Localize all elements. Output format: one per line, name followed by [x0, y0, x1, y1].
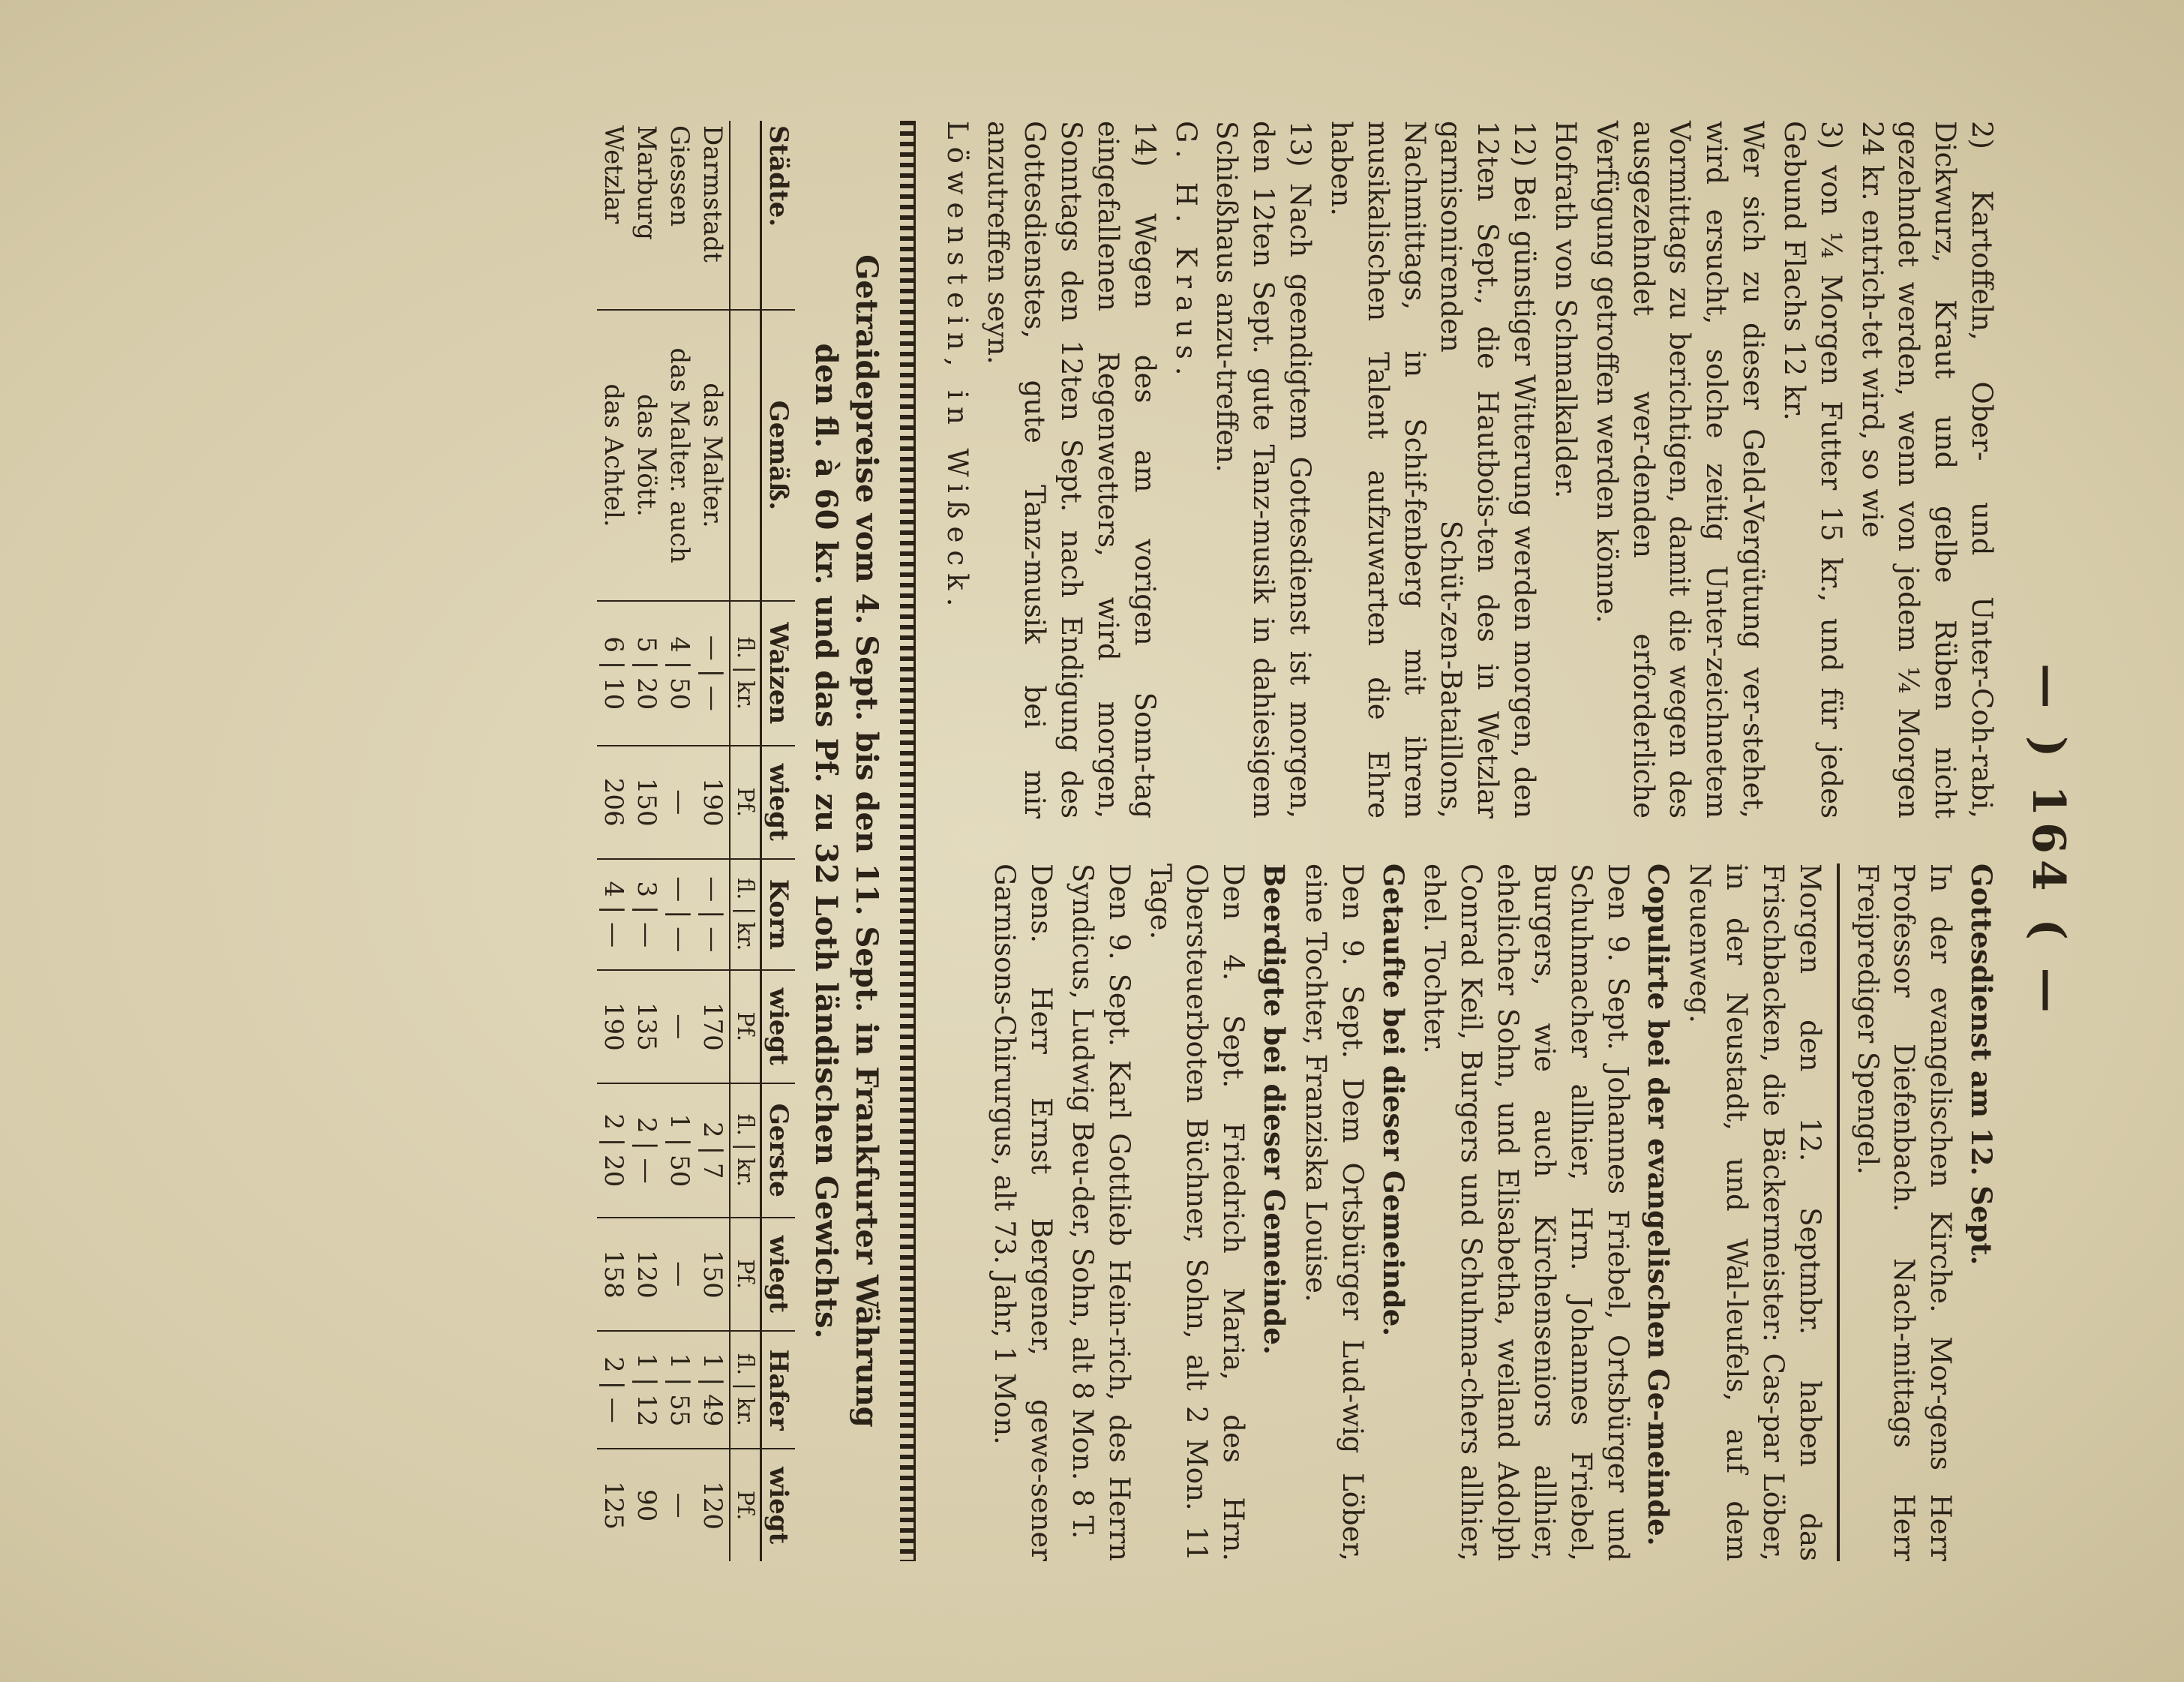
table-cell: 1 | 49: [696, 1331, 730, 1449]
heading-beerdigte: Beerdigte bei dieser Gemeinde.: [1258, 864, 1292, 1355]
table-cell: das Malter. auch: [663, 310, 696, 601]
table-cell: 1 | 55: [663, 1331, 696, 1449]
table-cell: —: [663, 970, 696, 1083]
right-column: [934, 864, 2000, 1561]
table-cell: 150: [630, 746, 663, 859]
column-header: Städte.: [760, 121, 795, 310]
unit-header: fl. | kr.: [730, 859, 761, 970]
table-cell: 190: [597, 970, 630, 1083]
table-cell: 2 | 20: [597, 1083, 630, 1218]
table-cell: Giessen: [664, 125, 694, 227]
unit-header: [730, 310, 761, 601]
notice-item-14: 14) Wegen des am vorigen Sonn-tag eingefallenen Regenwetters, wird morgen, Sonntags den 12ten Sept. nach Endigung des Gottesdienstes, gute Tanz-musik bei mir anzutreffen seyn.: [982, 121, 1161, 818]
table-cell: 120: [630, 1218, 663, 1331]
table-cell: 4 | 50: [663, 601, 696, 746]
table-cell: — | —: [663, 859, 696, 970]
ornamental-divider: [900, 121, 916, 1561]
table-cell: —: [663, 1449, 696, 1561]
notice-item-13: 13) Nach geendigtem Gottesdienst ist morgen, den 12ten Sept. gute Tanz-musik in dahiesigem Schießhaus anzu-treffen.: [1210, 121, 1317, 818]
signature-loewenstein: Löwenstein, in Wißeck.: [940, 121, 974, 614]
unit-header: fl. | kr.: [730, 1083, 761, 1218]
table-cell: 1 | 50: [663, 1083, 696, 1218]
burial-entry-3: Dens. Herr Ernst Bergener, gewe-sener Garnisons-Chirurgus, alt 73. Jahr, 1 Mon.: [988, 864, 1058, 1561]
burial-entry-1: Den 4. Sept. Friedrich Maria, des Hrn. Obersteuerboten Büchner, Sohn, alt 2 Mon. 11 Tage.: [1144, 864, 1250, 1561]
table-cell: das Achtel.: [597, 310, 630, 601]
table-body: [597, 121, 730, 1561]
unit-header: Pf.: [730, 970, 761, 1083]
table-cell: Marburg: [631, 125, 662, 241]
table-cell: 135: [630, 970, 663, 1083]
table-cell: 170: [696, 970, 730, 1083]
table-cell: 4 | —: [597, 859, 630, 970]
column-header: Hafer: [760, 1331, 795, 1449]
table-cell: 5 | 20: [630, 601, 663, 746]
table-cell: das Mött.: [630, 310, 663, 601]
table-cell: 190: [696, 746, 730, 859]
unit-header: Pf.: [730, 746, 761, 859]
table-cell: — | —: [696, 601, 730, 746]
table-cell: 125: [597, 1449, 630, 1561]
column-header: Korn: [760, 859, 795, 970]
page-number-header: — ) 164 ( —: [2022, 663, 2074, 1019]
grain-prices-table: [597, 121, 795, 1561]
table-cell: 2 | —: [597, 1331, 630, 1449]
bakers-notice: Morgen den 12. Septmbr. haben das Frischbacken, die Bäckermeister: Cas-par Löber, in der Neustadt, und Wal-leufels, auf dem Neuenweg.: [1684, 864, 1826, 1561]
notice-item-12: 12) Bei günstiger Witterung werden morgen, den 12ten Sept., die Hautbois-ten des in Wetzlar garnisonirenden Schüt-zen-Bataillons, Nachmittags, in Schif-fenberg mit ihrem musikalischen Talent aufzuwarten die Ehre haben.: [1324, 121, 1541, 818]
left-column: [934, 121, 2000, 818]
table-cell: —: [663, 1218, 696, 1331]
column-header: Gerste: [760, 1083, 795, 1218]
signature-schmalkalder: Hofrath von Schmalkalder.: [1549, 121, 1582, 499]
heading-copulirte: Copulirte bei der evangelischen Ge-meinde.: [1642, 864, 1676, 1546]
table-row: [630, 121, 663, 1561]
table-row: [696, 121, 730, 1561]
baptism-entry: Den 9. Sept. Dem Ortsbürger Lud-wig Löber, eine Tochter, Franziska Louise.: [1299, 864, 1369, 1561]
heading-gottesdienst: Gottesdienst am 12. Sept.: [1965, 864, 1998, 1266]
column-header: Gemäß.: [760, 310, 795, 601]
table-cell: Wetzlar: [598, 125, 628, 224]
table-cell: 3 | —: [630, 859, 663, 970]
text-columns: [934, 121, 2000, 1561]
table-cell: — | —: [696, 859, 730, 970]
divider: [1837, 864, 1840, 1561]
unit-header: Pf.: [730, 1449, 761, 1561]
notice-item-3: 3) von ¼ Morgen Futter 15 kr., und für jedes Gebund Flachs 12 kr.: [1778, 121, 1847, 818]
table-cell: 1 | 12: [630, 1331, 663, 1449]
notice-text: Wer sich zu dieser Geld-Vergütung ver-stehet, wird ersucht, solche zeitig Unter-zeichnetem Vormittags zu berichtigen, damit die wegen des ausgezehndet wer-denden erforderliche Verfügung getroffen werden könne.: [1590, 121, 1770, 818]
table-cell: —: [663, 746, 696, 859]
table-row: [597, 121, 630, 1561]
notice-item-2: 2) Kartoffeln, Ober- und Unter-Coh-rabi, Dickwurz, Kraut und gelbe Rüben nicht gezehndet werden, wenn von jedem ¼ Morgen 24 kr. entrich-tet wird, so wie: [1856, 121, 1998, 818]
column-header: wiegt: [760, 1449, 795, 1561]
table-cell: 158: [597, 1218, 630, 1331]
table-cell: 90: [630, 1449, 663, 1561]
table-cell: Darmstadt: [697, 125, 728, 263]
grain-prices-title-line-2: den fl. à 60 kr. und das Pf. zu 32 Loth ländischen Gewichts.: [808, 343, 844, 1339]
column-header: wiegt: [760, 1218, 795, 1331]
rotated-printed-sheet: [80, 76, 2104, 1606]
table-cell: 150: [696, 1218, 730, 1331]
grain-prices-title: [806, 121, 886, 1561]
grain-prices-title-line-1: Getraidepreise vom 4. Sept. bis den 11. Sept. in Frankfurter Währung: [848, 254, 884, 1428]
column-header: Waizen: [760, 601, 795, 746]
signature-kraus: G. H. Kraus.: [1169, 121, 1202, 383]
table-cell: das Malter.: [696, 310, 730, 601]
table-unit-row: [730, 121, 761, 1561]
unit-header: fl. | kr.: [730, 601, 761, 746]
table-cell: 6 | 10: [597, 601, 630, 746]
heading-getaufte: Getaufte bei dieser Gemeinde.: [1376, 864, 1410, 1337]
column-header: wiegt: [760, 970, 795, 1083]
table-cell: 2 | 7: [696, 1083, 730, 1218]
unit-header: Pf.: [730, 1218, 761, 1331]
unit-header: fl. | kr.: [730, 1331, 761, 1449]
church-service-text: In der evangelischen Kirche. Mor-gens Herr Professor Diefenbach. Nach-mittags Herr Freiprediger Spengel.: [1851, 864, 1958, 1561]
burial-entry-2: Den 9. Sept. Karl Gottlieb Hein-rich, des Herrn Syndicus, Ludwig Beu-der, Sohn, alt 8 Mon. 8 T.: [1066, 864, 1136, 1561]
table-cell: 120: [696, 1449, 730, 1561]
table-row: [663, 121, 696, 1561]
table-header-row: [760, 121, 795, 1561]
column-header: wiegt: [760, 746, 795, 859]
table-cell: 206: [597, 746, 630, 859]
marriage-entry: Den 9. Sept. Johannes Friebel, Ortsbürger und Schuhmacher allhier, Hrn. Johannes Friebel, Burgers, wie auch Kirchenseniors allhier, ehelicher Sohn, und Elisabetha, weiland Adolph Conrad Keil, Burgers und Schuhma-chers allhier, ehel. Tochter.: [1418, 864, 1634, 1561]
unit-header: [730, 121, 761, 310]
table-cell: 2 | —: [630, 1083, 663, 1218]
